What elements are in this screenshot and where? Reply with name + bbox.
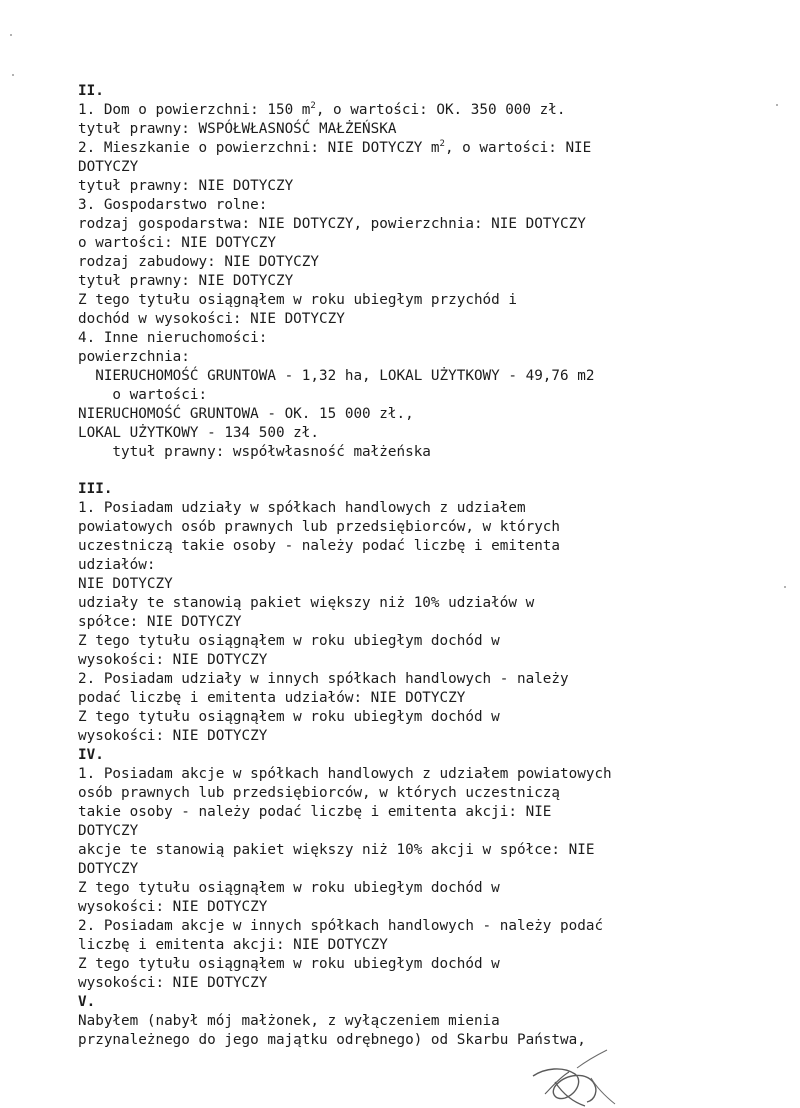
section-ii-line-1-suffix: , o wartości: OK. 350 000 zł. [315,102,566,118]
scan-speck [10,34,12,36]
section-ii-line-9: rodzaj zabudowy: NIE DOTYCZY [78,254,320,270]
section-iv-line-5: akcje te stanowią pakiet większy niż 10% akcji w spółce: NIE [78,842,595,858]
section-iii-line-1: 1. Posiadam udziały w spółkach handlowych z udziałem [78,500,526,516]
section-iv-line-9: 2. Posiadam akcje w innych spółkach handlowych - należy podać [78,918,604,934]
section-iii-line-4: udziałów: [78,557,156,573]
section-iv-line-8: wysokości: NIE DOTYCZY [78,899,268,915]
section-iii-line-2: powiatowych osób prawnych lub przedsiębiorców, w których [78,519,561,535]
section-v-heading: V. [78,994,96,1010]
section-iii-line-8: Z tego tytułu osiągnąłem w roku ubiegłym dochód w [78,633,500,649]
section-iv-line-1: 1. Posiadam akcje w spółkach handlowych z udziałem powiatowych [78,766,612,782]
section-ii-line-2: tytuł prawny: WSPÓŁWŁASNOŚĆ MAŁŻEŃSKA [78,121,397,137]
section-iii-line-13: wysokości: NIE DOTYCZY [78,728,268,744]
section-ii-line-6: 3. Gospodarstwo rolne: [78,197,268,213]
section-ii-line-4: DOTYCZY [78,159,139,175]
section-ii-line-1 [78,101,565,120]
section-iii-line-7: spółce: NIE DOTYCZY [78,614,242,630]
section-ii-line-8: o wartości: NIE DOTYCZY [78,235,276,251]
section-iv-line-6: DOTYCZY [78,861,139,877]
section-ii-line-19: tytuł prawny: współwłasność małżeńska [78,444,431,460]
section-ii-line-16: o wartości: [78,387,208,403]
section-iii-heading: III. [78,481,113,497]
section-iv-line-11: Z tego tytułu osiągnąłem w roku ubiegłym dochód w [78,956,500,972]
section-ii-line-1-text: 1. Dom o powierzchni: 150 m [78,102,311,118]
section-iii-line-5: NIE DOTYCZY [78,576,173,592]
section-iv-line-10: liczbę i emitenta akcji: NIE DOTYCZY [78,937,388,953]
scan-speck [12,74,14,76]
section-ii-line-3 [78,139,591,158]
section-ii-heading: II. [78,83,104,99]
section-iii-line-11: podać liczbę i emitenta udziałów: NIE DOTYCZY [78,690,466,706]
section-iv-line-12: wysokości: NIE DOTYCZY [78,975,268,991]
section-ii-line-14: powierzchnia: [78,349,190,365]
section-ii-line-3-suffix: , o wartości: NIE [444,140,592,156]
section-ii-line-11: Z tego tytułu osiągnąłem w roku ubiegłym przychód i [78,292,517,308]
section-iv-line-3: takie osoby - należy podać liczbę i emitenta akcji: NIE [78,804,552,820]
section-iv-line-7: Z tego tytułu osiągnąłem w roku ubiegłym dochód w [78,880,500,896]
section-iii-line-10: 2. Posiadam udziały w innych spółkach handlowych - należy [78,671,569,687]
section-v-line-2: przynależnego do jego majątku odrębnego) od Skarbu Państwa, [78,1032,586,1048]
section-ii-line-3-text: 2. Mieszkanie o powierzchni: NIE DOTYCZY m [78,140,440,156]
section-ii-line-13: 4. Inne nieruchomości: [78,330,268,346]
section-ii-line-10: tytuł prawny: NIE DOTYCZY [78,273,294,289]
superscript-m2: 2 [310,101,316,112]
section-iii-line-3: uczestniczą takie osoby - należy podać liczbę i emitenta [78,538,561,554]
superscript-m2-b: 2 [439,139,445,150]
section-ii-line-5: tytuł prawny: NIE DOTYCZY [78,178,294,194]
signature-mark [515,1038,625,1108]
scan-speck [776,104,778,106]
section-ii-line-7: rodzaj gospodarstwa: NIE DOTYCZY, powierzchnia: NIE DOTYCZY [78,216,586,232]
scan-speck [784,586,786,588]
section-v-line-1: Nabyłem (nabył mój małżonek, z wyłączeniem mienia [78,1013,500,1029]
section-iii-line-12: Z tego tytułu osiągnąłem w roku ubiegłym dochód w [78,709,500,725]
section-iii-line-9: wysokości: NIE DOTYCZY [78,652,268,668]
section-iv-heading: IV. [78,747,104,763]
section-ii-line-12: dochód w wysokości: NIE DOTYCZY [78,311,345,327]
section-iv-line-4: DOTYCZY [78,823,139,839]
section-ii-line-18: LOKAL UŻYTKOWY - 134 500 zł. [78,425,320,441]
section-ii-line-17: NIERUCHOMOŚĆ GRUNTOWA - OK. 15 000 zł., [78,406,414,422]
section-iii-line-6: udziały te stanowią pakiet większy niż 10% udziałów w [78,595,535,611]
section-ii-line-15: NIERUCHOMOŚĆ GRUNTOWA - 1,32 ha, LOKAL UŻYTKOWY - 49,76 m2 [78,368,595,384]
section-iv-line-2: osób prawnych lub przedsiębiorców, w których uczestniczą [78,785,561,801]
